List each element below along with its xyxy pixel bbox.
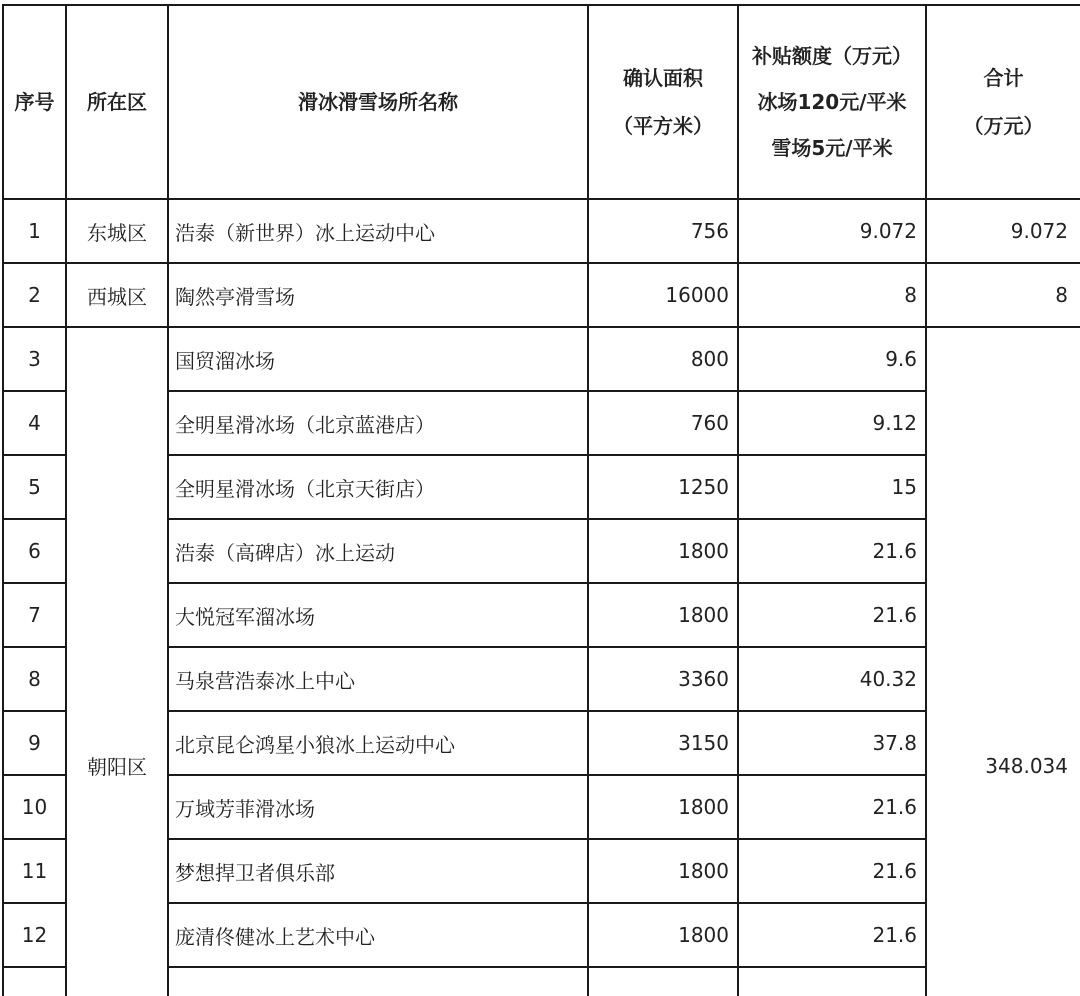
row-name-empty — [168, 967, 588, 996]
header-subsidy — [738, 5, 926, 199]
row-no: 10 — [3, 775, 66, 839]
row-district-merged — [66, 327, 168, 996]
row-area: 1250 — [588, 455, 738, 519]
header-subsidy-line3: 雪场5元/平米 — [771, 136, 893, 160]
header-no: 序号 — [3, 5, 66, 199]
row-area: 760 — [588, 391, 738, 455]
row-no: 8 — [3, 647, 66, 711]
header-area — [588, 5, 738, 199]
row-name: 全明星滑冰场（北京天街店） — [168, 455, 588, 519]
row-no: 2 — [3, 263, 66, 327]
row-district: 东城区 — [66, 199, 168, 263]
row-total-merged — [926, 327, 1080, 996]
row-subsidy: 37.8 — [738, 711, 926, 775]
row-total: 9.072 — [926, 199, 1080, 263]
row-subsidy: 21.6 — [738, 839, 926, 903]
row-name: 浩泰（高碑店）冰上运动 — [168, 519, 588, 583]
row-name: 浩泰（新世界）冰上运动中心 — [168, 199, 588, 263]
row-name: 大悦冠军溜冰场 — [168, 583, 588, 647]
header-row — [3, 5, 1080, 199]
row-no: 9 — [3, 711, 66, 775]
row-area: 1800 — [588, 519, 738, 583]
header-total — [926, 5, 1080, 199]
row-subsidy: 8 — [738, 263, 926, 327]
table-row — [3, 327, 1080, 391]
row-no: 3 — [3, 327, 66, 391]
header-total-line1: 合计 — [983, 66, 1024, 90]
row-area: 1800 — [588, 903, 738, 967]
row-no: 7 — [3, 583, 66, 647]
row-no-empty — [3, 967, 66, 996]
subsidy-table — [2, 4, 1080, 996]
header-district: 所在区 — [66, 5, 168, 199]
header-area-line1: 确认面积 — [623, 66, 703, 90]
row-area: 1800 — [588, 775, 738, 839]
row-no: 6 — [3, 519, 66, 583]
row-name: 梦想捍卫者俱乐部 — [168, 839, 588, 903]
row-name: 马泉营浩泰冰上中心 — [168, 647, 588, 711]
header-subsidy-line2: 冰场120元/平米 — [757, 90, 907, 114]
row-area-empty — [588, 967, 738, 996]
row-subsidy: 21.6 — [738, 903, 926, 967]
row-area: 1800 — [588, 583, 738, 647]
row-no: 1 — [3, 199, 66, 263]
row-area: 756 — [588, 199, 738, 263]
row-subsidy: 9.12 — [738, 391, 926, 455]
row-subsidy: 9.072 — [738, 199, 926, 263]
row-area: 16000 — [588, 263, 738, 327]
row-area: 3150 — [588, 711, 738, 775]
row-name: 庞清佟健冰上艺术中心 — [168, 903, 588, 967]
row-subsidy: 21.6 — [738, 583, 926, 647]
row-area: 800 — [588, 327, 738, 391]
row-name: 陶然亭滑雪场 — [168, 263, 588, 327]
row-subsidy-empty — [738, 967, 926, 996]
header-area-line2: （平方米） — [613, 114, 713, 138]
row-no: 12 — [3, 903, 66, 967]
row-name: 国贸溜冰场 — [168, 327, 588, 391]
row-name: 北京昆仑鸿星小狼冰上运动中心 — [168, 711, 588, 775]
row-subsidy: 15 — [738, 455, 926, 519]
row-district: 西城区 — [66, 263, 168, 327]
row-area: 3360 — [588, 647, 738, 711]
header-subsidy-line1: 补贴额度（万元） — [752, 44, 912, 68]
row-subsidy: 21.6 — [738, 519, 926, 583]
district-chaoyang-label: 朝阳区 — [87, 755, 147, 779]
row-subsidy: 21.6 — [738, 775, 926, 839]
row-name: 万域芳菲滑冰场 — [168, 775, 588, 839]
row-no: 5 — [3, 455, 66, 519]
row-subsidy: 9.6 — [738, 327, 926, 391]
row-subsidy: 40.32 — [738, 647, 926, 711]
header-total-line2: （万元） — [963, 114, 1044, 138]
row-name: 全明星滑冰场（北京蓝港店） — [168, 391, 588, 455]
row-area: 1800 — [588, 839, 738, 903]
row-no: 4 — [3, 391, 66, 455]
table-row — [3, 199, 1080, 263]
table-row — [3, 263, 1080, 327]
row-no: 11 — [3, 839, 66, 903]
header-name: 滑冰滑雪场所名称 — [168, 5, 588, 199]
row-total: 8 — [926, 263, 1080, 327]
total-chaoyang-value: 348.034 — [985, 754, 1068, 778]
